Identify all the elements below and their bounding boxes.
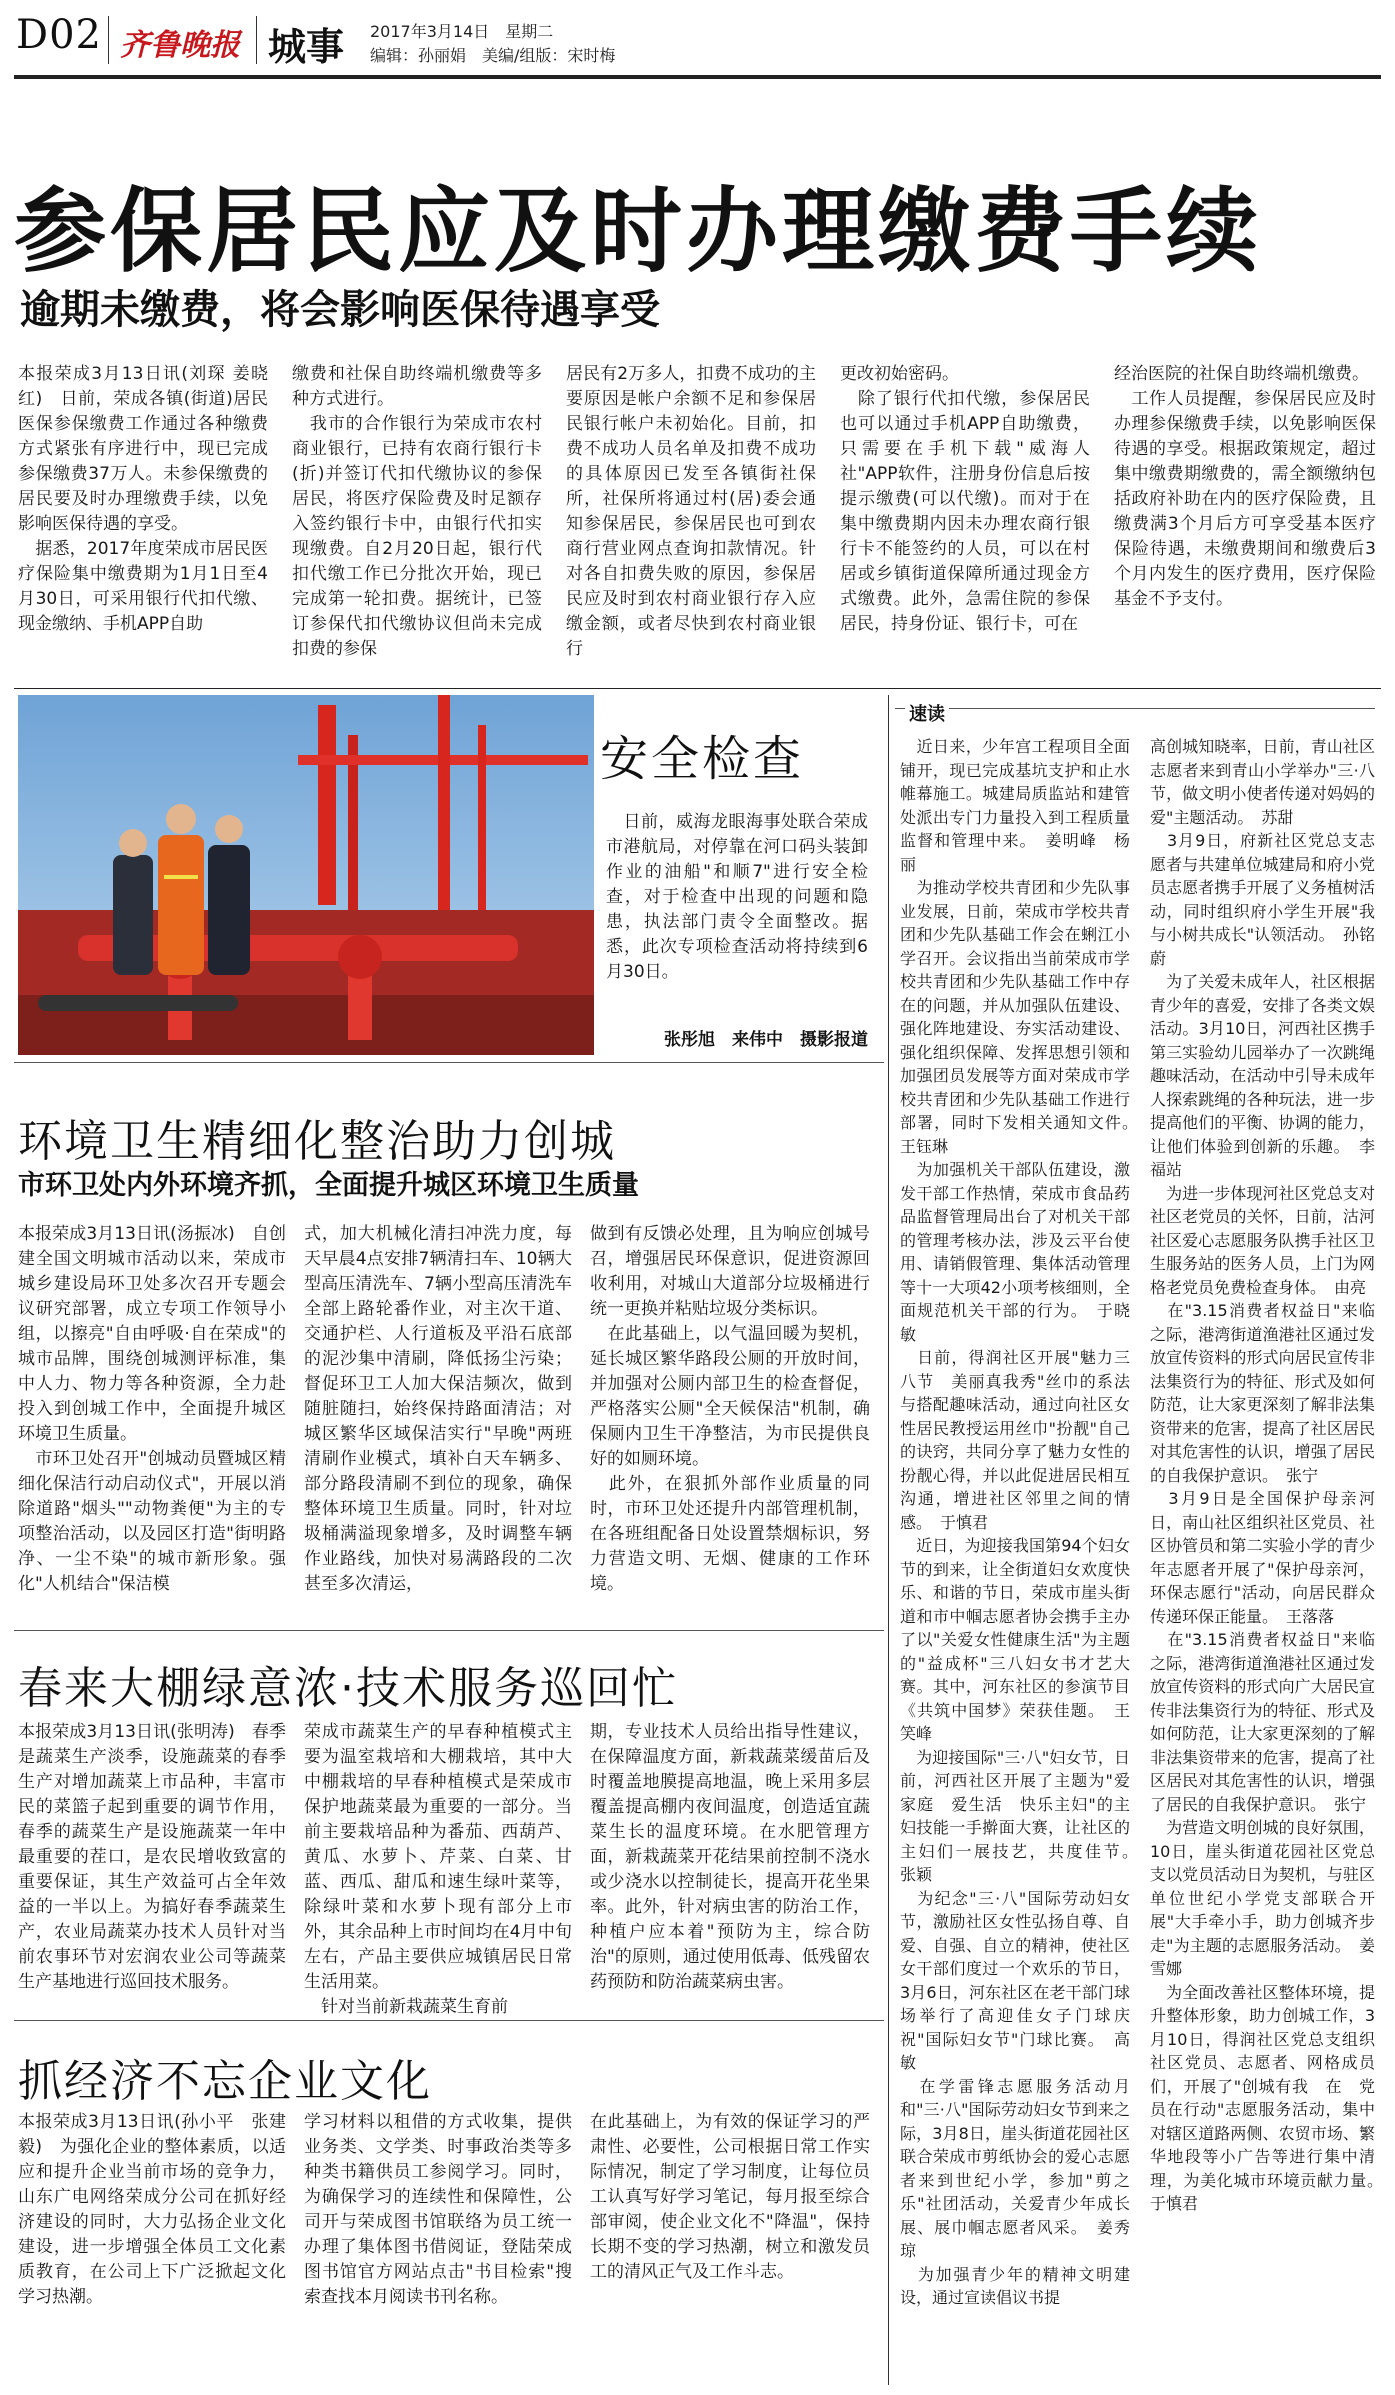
greenhouse-column-2: 荣成市蔬菜生产的早春种植模式主要为温室栽培和大棚栽培，其中大中棚栽培的早春种植模式是荣成市保护地蔬菜最为重要的一部分。当前主要栽培品种为番茄、西葫芦、黄瓜、水萝卜、芹菜、白菜、甘蓝、西瓜、甜瓜和速生绿叶菜等，除绿叶菜和水萝卜现有部分上市外，其余品种上市时间均在4月中旬左右，产品主要供应城镇居民日常生活用菜。 针对当前新栽蔬菜生育前 [304, 1722, 572, 2017]
lead-column-3: 居民有2万多人，扣费不成功的主要原因是帐户余额不足和参保居民银行帐户未初始化。目前，扣费不成功人员名单及扣费不成功的具体原因已发至各镇街社保所，社保所将通过村(居)委会通知参保居民，参保居民也可到农商行营业网点查询扣款情况。针对各自扣费失败的原因，参保居民应及时到农村商业银行存入应缴金额，或者尽快到农村商业银行 [566, 364, 816, 659]
section-rule [14, 1062, 884, 1063]
env-headline: 环境卫生精细化整治助力创城 [18, 1116, 616, 1167]
lead-column-5: 经治医院的社保自助终端机缴费。 工作人员提醒，参保居民应及时办理参保缴费手续，以免影响医保待遇的享受。根据政策规定，超过集中缴费期缴费的，需全额缴纳包括政府补助在内的医疗保险费，且缴费满3个月后方可享受基本医疗保险待遇，未缴费期间和缴费后3个月内发生的医疗费用，医疗保险基金不予支付。 [1114, 364, 1376, 609]
env-column-2: 式，加大机械化清扫冲洗力度，每天早晨4点安排7辆清扫车、10辆大型高压清洗车、7辆小型高压清洗车全部上路轮番作业，对主次干道、交通护栏、人行道板及平沿石底部的泥沙集中清刷，降低扬尘污染；督促环卫工人加大保洁频次，做到随脏随扫，始终保持路面清洁；对城区繁华区域保洁实行"早晚"两班清刷作业模式，填补白天车辆多、部分路段清刷不到位的现象，确保整体环境卫生质量。同时，针对垃圾桶满溢现象增多，及时调整车辆作业路线，加快对易满路段的二次甚至多次清运， [304, 1224, 572, 1594]
greenhouse-column-3: 期，专业技术人员给出指导性建议，在保障温度方面，新栽蔬菜缓苗后及时覆盖地膜提高地温，晚上采用多层覆盖提高棚内夜间温度，创造适宜蔬菜生长的温度环境。在水肥管理方面，新栽蔬菜开花结果前控制不浇水或少浇水以控制徒长，提高开花坐果率。此外，针对病虫害的防治工作，种植户应本着"预防为主，综合防治"的原则，通过使用低毒、低残留农药预防和防治蔬菜病虫害。 [590, 1722, 870, 1992]
photo-credit: 张彤旭 来伟中 摄影报道 [664, 1030, 868, 1050]
section-rule [14, 688, 1381, 689]
lead-column-4: 更改初始密码。 除了银行代扣代缴，参保居民也可以通过手机APP自助缴费，只需要在手机下载"威海人社"APP软件，注册身份信息后按提示缴费(可以代缴)。而对于在集中缴费期内因未办理农商行银行卡不能签约的人员，可以在村居或乡镇街道保障所通过现金方式缴费。此外，急需住院的参保居民，持身份证、银行卡，可在 [840, 364, 1090, 634]
header-rule [14, 75, 1381, 79]
header-divider [108, 16, 109, 64]
photo-illustration [18, 695, 594, 1055]
section-rule [14, 2020, 884, 2021]
tanker-inspection-photo [18, 695, 594, 1055]
lead-headline: 参保居民应及时办理缴费手续 [14, 177, 1263, 285]
lead-column-2: 缴费和社保自助终端机缴费等多种方式进行。 我市的合作银行为荣成市农村商业银行，已持有农商行银行卡(折)并签订代扣代缴协议的参保居民，将医疗保险费及时足额存入签约银行卡中，由银行代扣实现缴费。自2月20日起，银行代扣代缴工作已分批次开始，现已完成第一轮扣费。据统计，已签订参保代扣代缴协议但尚未完成扣费的参保 [292, 364, 542, 659]
lead-subheadline: 逾期未缴费，将会影响医保待遇享受 [20, 287, 660, 333]
greenhouse-column-1: 本报荣成3月13日讯(张明涛) 春季是蔬菜生产淡季，设施蔬菜的春季生产对增加蔬菜上市品种，丰富市民的菜篮子起到重要的调节作用，春季的蔬菜生产是设施蔬菜一年中最重要的茬口，是农民增收致富的重要保证，其生产效益可占全年效益的一半以上。为搞好春季蔬菜生产，农业局蔬菜办技术人员针对当前农事环节对宏润农业公司等蔬菜生产基地进行巡回技术服务。 [18, 1722, 286, 1992]
env-column-1: 本报荣成3月13日讯(汤振冰) 自创建全国文明城市活动以来，荣成市城乡建设局环卫处多次召开专题会议研究部署，成立专项工作领导小组，以擦亮"自由呼吸·自在荣成"的城市品牌，围绕创城测评标准，集中人力、物力等各种资源，全力赴投入到创城工作中，全面提升城区环境卫生质量。 市环卫处召开"创城动员暨城区精细化保洁行动启动仪式"，开展以消除道路"烟头""动物粪便"为主的专项整治活动，以及园区打造"街明路净、一尘不染"的城市新形象。强化"人机结合"保洁模 [18, 1224, 286, 1594]
header-divider [256, 16, 257, 64]
safety-title: 安全检查 [600, 731, 805, 787]
sidebar-tag: 速读 [905, 700, 949, 726]
safety-body: 日前，威海龙眼海事处联合荣成市港航局，对停靠在河口码头装卸作业的油船"和顺7"进行安全检查，对于检查中出现的问题和隐患，执法部门责令全面整改。据悉，此次专项检查活动将持续到6月30日。 [606, 812, 868, 982]
culture-column-3: 在此基础上，为有效的保证学习的严肃性、必要性，公司根据日常工作实际情况，制定了学习制度，让每位员工认真写好学习笔记，每月报至综合部审阅，使企业文化不"降温"，保持长期不变的学习热潮，树立和激发员工的清风正气及工作斗志。 [590, 2112, 870, 2282]
page-number: D02 [16, 12, 102, 58]
culture-headline: 抓经济不忘企业文化 [18, 2056, 432, 2107]
env-column-3: 做到有反馈必处理，且为响应创城号召，增强居民环保意识，促进资源回收利用，对城山大道部分垃圾桶进行统一更换并粘贴垃圾分类标识。 在此基础上，以气温回暖为契机，延长城区繁华路段公厕的开放时间，并加强对公厕内部卫生的检查督促，严格落实公厕"全天候保洁"机制，确保厕内卫生干净整洁，为市民提供良好的如厕环境。 此外，在狠抓外部作业质量的同时，市环卫处还提升内部管理机制，在各班组配备日处设置禁烟标识，努力营造文明、无烟、健康的工作环境。 [590, 1224, 870, 1594]
sidebar-rule [895, 708, 1375, 709]
env-subheadline: 市环卫处内外环境齐抓，全面提升城区环境卫生质量 [18, 1170, 639, 1201]
sidebar-column-1: 近日来，少年宫工程项目全面铺开，现已完成基坑支护和止水帷幕施工。城建局质监站和建管处派出专门力量投入到工程质量监督和管理中来。 姜明峰 杨丽 为推动学校共青团和少先队事业发展，日前，荣成市学校共青团和少先队基础工作会在蜊江小学召开。会议指出当前荣成市学校共青团和少先队基础工作中存在的问题，并从加强队伍建设、强化阵地建设、夯实活动建设、强化组织保障、发挥思想引领和加强团员发展等方面对荣成市学校共青团和少先队基础工作进行部署，同时下发相关通知文件。 王钰琳 为加强机关干部队伍建设，激发干部工作热情，荣成市食品药品监督管理局出台了对机关干部的管理考核办法，涉及云平台使用、请销假管理、集体活动管理等十一大项42小项考核细则，全面规范机关干部的行为。 于晓敏 日前，得润社区开展"魅力三八节 美丽真我秀"丝巾的系法与搭配趣味活动，通过向社区女性居民教授运用丝巾"扮靓"自己的诀窍，共同分享了魅力女性的扮靓心得，并以此促进居民相互沟通，增进社区邻里之间的情感。 于慎君 近日，为迎接我国第94个妇女节的到来，让全街道妇女欢度快乐、和谐的节日，荣成市崖头街道和市中帼志愿者协会携手主办了以"关爱女性健康生活"为主题的"益成杯"三八妇女书才艺大赛。其中，河东社区的参演节目《共筑中国梦》荣获佳题。 王笑峰 为迎接国际"三·八"妇女节，日前，河西社区开展了主题为"爱家庭 爱生活 快乐主妇"的主妇技能一手擀面大赛，让社区的主妇们一展技艺，共度佳节。 张颖 为纪念"三·八"国际劳动妇女节，激励社区女性弘扬自尊、自爱、自强、自立的精神，使社区女干部们度过一个欢乐的节日，3月6日，河东社区在老干部门球场举行了高迎佳女子门球庆祝"国际妇女节"门球比赛。 高敏 在学雷锋志愿服务活动月和"三·八"国际劳动妇女节到来之际，3月8日，崖头街道花园社区联合荣成市剪纸协会的爱心志愿者来到世纪小学，参加"剪之乐"社团活动，关爱青少年成长展、展巾帼志愿者风采。 姜秀琼 为加强青少年的精神文明建设，通过宣读倡议书提 [900, 737, 1130, 2307]
newspaper-name: 齐鲁晚报 [120, 28, 240, 63]
section-rule [14, 1630, 884, 1631]
sidebar-divider [888, 695, 889, 2385]
culture-column-1: 本报荣成3月13日讯(孙小平 张建毅) 为强化企业的整体素质，以适应和提升企业当前市场的竞争力，山东广电网络荣成分公司在抓好经济建设的同时，大力弘扬企业文化建设，进一步增强全体员工文化素质教育，在公司上下广泛掀起文化学习热潮。 [18, 2112, 286, 2307]
issue-date: 2017年3月14日 星期二 [370, 22, 554, 41]
culture-column-2: 学习材料以租借的方式收集，提供业务类、文学类、时事政治类等多种类书籍供员工参阅学习。同时，为确保学习的连续性和保障性，公司开与荣成图书馆联络为员工统一办理了集体图书借阅证，登陆荣成图书馆官方网站点击"书目检索"搜索查找本月阅读书刊名称。 [304, 2112, 572, 2307]
editor-credits: 编辑：孙丽娟 美编/组版：宋时梅 [370, 46, 616, 65]
sidebar-column-2: 高创城知晓率，日前，青山社区志愿者来到青山小学举办"三·八节，做文明小使者传递对妈妈的爱"主题活动。 苏甜 3月9日，府新社区党总支志愿者与共建单位城建局和府小党员志愿者携手开展了义务植树活动，同时组织府小学生开展"我与小树共成长"认领活动。 孙铭蔚 为了关爱未成年人，社区根据青少年的喜爱，安排了各类文娱活动。3月10日，河西社区携手第三实验幼儿园举办了一次跳绳趣味活动，在活动中引导未成年人探索跳绳的各种玩法，进一步提高他们的平衡、协调的能力，让他们体验到创新的乐趣。 李福站 为进一步体现河社区党总支对社区老党员的关怀，日前，沽河社区爱心志愿服务队携手社区卫生服务站的医务人员，上门为网格老党员免费检查身体。 由亮 在"3.15消费者权益日"来临之际，港湾街道渔港社区通过发放宣传资料的形式向居民宣传非法集资行为的特征、形式及如何防范，让大家更深刻了解非法集资带来的危害，提高了社区居民对其危害性的认识，增强了居民的自我保护意识。 张宁 3月9日是全国保护母亲河日，南山社区组织社区党员、社区协管员和第二实验小学的青少年志愿者开展了"保护母亲河，环保志愿行"活动，向居民群众传递环保正能量。 王落落 在"3.15消费者权益日"来临之际，港湾街道渔港社区通过发放宣传资料的形式向广大居民宣传非法集资行为的特征、形式及如何防范，让大家更深刻的了解非法集资带来的危害，提高了社区居民对其危害性的认识，增强了居民的自我保护意识。 张宁 为营造文明创城的良好氛围，10日，崖头街道花园社区党总支以党员活动日为契机，与驻区单位世纪小学党支部联合开展"大手牵小手，助力创城齐步走"为主题的志愿服务活动。 姜雪娜 为全面改善社区整体环境，提升整体形象，助力创城工作，3月10日，得润社区党总支组织社区党员、志愿者、网格成员们，开展了"创城有我 在 党员在行动"志愿服务活动，集中对辖区道路两侧、农贸市场、繁华地段等小广告等进行集中清理，为美化城市环境贡献力量。 于慎君 [1150, 737, 1375, 2213]
section-name: 城事 [268, 24, 345, 69]
lead-column-1: 本报荣成3月13日讯(刘琛 姜晓红) 日前，荣成各镇(街道)居民医保参保缴费工作通过各种缴费方式紧张有序进行中，现已完成参保缴费37万人。未参保缴费的居民要及时办理缴费手续，以免影响医保待遇的享受。 据悉，2017年度荣成市居民医疗保险集中缴费期为1月1日至4月30日，可采用银行代扣代缴、现金缴纳、手机APP自助 [18, 364, 268, 634]
greenhouse-headline: 春来大棚绿意浓·技术服务巡回忙 [18, 1663, 678, 1714]
